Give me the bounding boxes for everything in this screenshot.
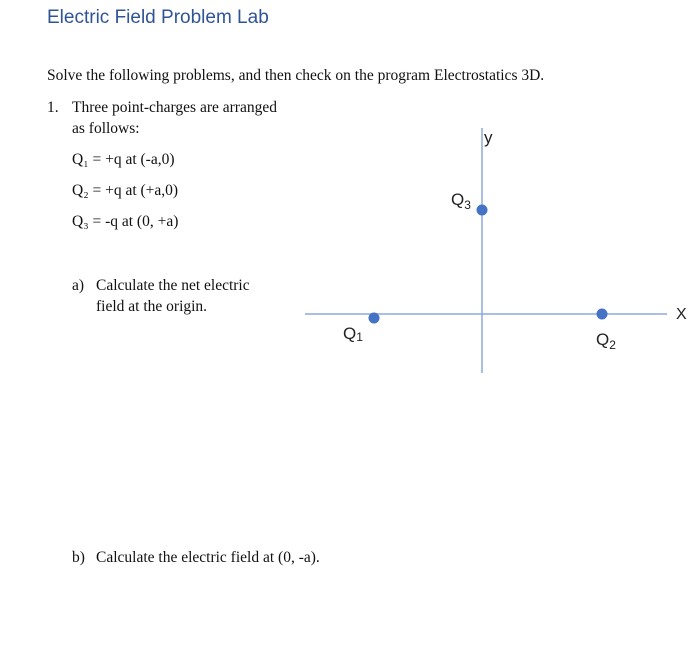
charge-q2-definition: Q₂ = +q at (+a,0) — [72, 182, 179, 199]
x-axis-label: X — [676, 306, 687, 323]
y-axis-label: y — [484, 128, 493, 147]
charge-q1-letter: Q — [343, 324, 357, 343]
charge-q1-point — [369, 313, 380, 324]
charge-q3-definition: Q₃ = -q at (0, +a) — [72, 213, 179, 230]
charge-q3-letter: Q — [451, 190, 465, 209]
problem-statement-line2: as follows: — [72, 120, 140, 137]
page-title: Electric Field Problem Lab — [47, 7, 269, 28]
problem-statement-line1: Three point-charges are arranged — [72, 99, 277, 116]
part-a-line2: field at the origin. — [96, 298, 208, 315]
part-b-line1: Calculate the electric field at (0, -a). — [96, 549, 320, 566]
charge-q2-label — [596, 330, 616, 352]
charge-q1-definition: Q₁ = +q at (-a,0) — [72, 151, 175, 168]
part-a-label: a) — [72, 277, 85, 294]
charge-q3-subscript: 3 — [464, 198, 471, 212]
charge-q2-point — [597, 309, 608, 320]
intro-text: Solve the following problems, and then check on the program Electrostatics 3D. — [47, 67, 545, 84]
charge-q3-label — [451, 190, 471, 212]
charge-q2-subscript: 2 — [609, 338, 616, 352]
part-b-label: b) — [72, 549, 85, 566]
charge-q3-point — [477, 205, 488, 216]
charge-q2-letter: Q — [596, 330, 610, 349]
part-a-line1: Calculate the net electric — [96, 277, 250, 294]
problem-number: 1. — [47, 99, 59, 116]
charge-q1-subscript: 1 — [356, 330, 363, 344]
charge-q1-label — [343, 324, 363, 344]
